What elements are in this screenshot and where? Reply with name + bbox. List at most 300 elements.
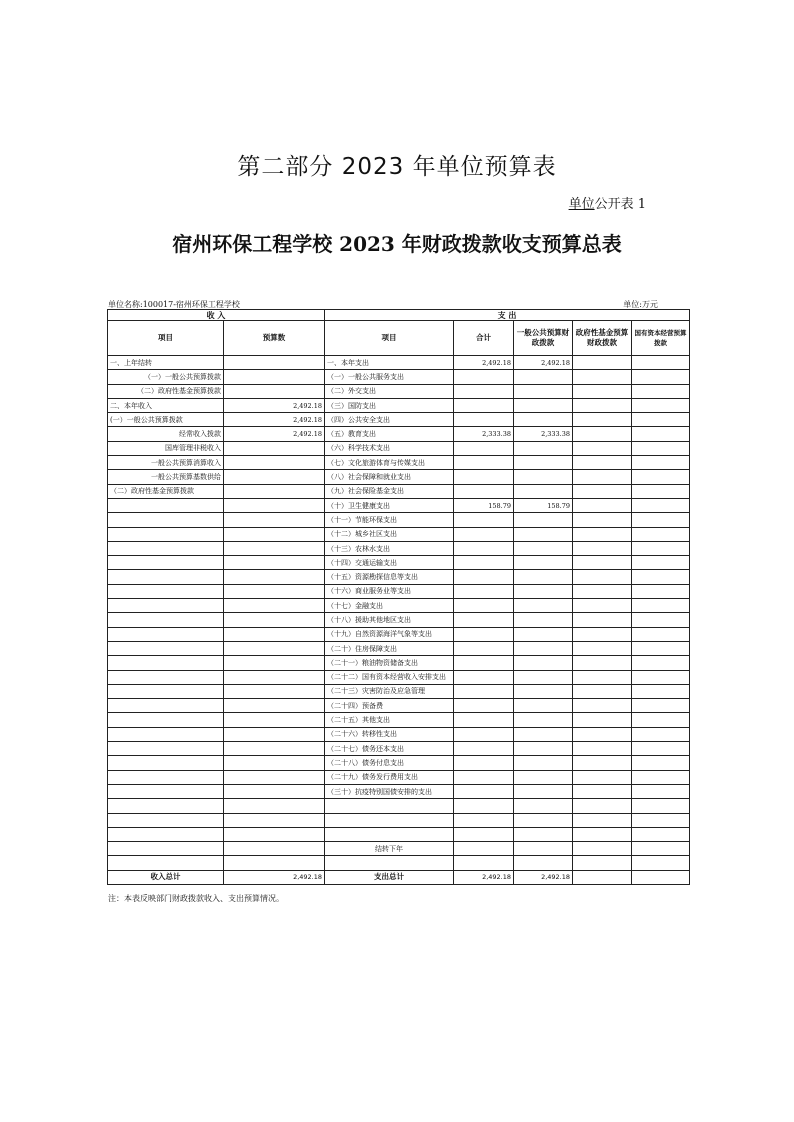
- expense-item: （二十八）债务付息支出: [325, 756, 454, 770]
- table-row: [108, 498, 690, 512]
- income-header: 收 入: [108, 310, 325, 321]
- expense-item: （二十）住房保障支出: [325, 641, 454, 655]
- expense-state-value: [632, 370, 690, 384]
- expense-general-value: [514, 370, 573, 384]
- table-row: [108, 856, 690, 870]
- income-item: [108, 670, 224, 684]
- income-budget-value: [224, 699, 325, 713]
- expense-state-value: [632, 470, 690, 484]
- income-budget-value: [224, 356, 325, 370]
- income-item: [108, 556, 224, 570]
- expense-item: （二十四）预备费: [325, 699, 454, 713]
- expense-fund-value: [573, 656, 632, 670]
- expense-state-value: [632, 670, 690, 684]
- expense-total-value: [454, 556, 514, 570]
- income-budget-value: [224, 727, 325, 741]
- header-row-columns: [108, 321, 690, 356]
- expense-state-value: [632, 427, 690, 441]
- col-item2-header: 项目: [325, 321, 454, 356]
- table-row: [108, 627, 690, 641]
- income-item: [108, 742, 224, 756]
- expense-fund-value: [573, 756, 632, 770]
- expense-total-value: [454, 756, 514, 770]
- expense-fund-value: [573, 813, 632, 827]
- expense-fund-value: [573, 441, 632, 455]
- expense-fund-value: [573, 827, 632, 841]
- expense-fund-value: [573, 427, 632, 441]
- expense-total-value: [454, 727, 514, 741]
- expense-item: （五）教育支出: [325, 427, 454, 441]
- expense-fund-value: [573, 799, 632, 813]
- expense-state-value: [632, 784, 690, 798]
- expense-state-value: [632, 384, 690, 398]
- expense-general-value: [514, 742, 573, 756]
- table-title: 宿州环保工程学校 2023 年财政拨款收支预算总表: [172, 232, 622, 256]
- expense-fund-value: [573, 456, 632, 470]
- expense-item: （二）外交支出: [325, 384, 454, 398]
- expense-item: 结转下年: [325, 842, 454, 856]
- income-item: (一）一般公共预算拨款: [108, 413, 224, 427]
- expense-total-value: [454, 370, 514, 384]
- expense-fund-value: [573, 784, 632, 798]
- table-row: [108, 641, 690, 655]
- income-budget-value: [224, 756, 325, 770]
- expense-general-value: [514, 770, 573, 784]
- income-budget-value: [224, 742, 325, 756]
- income-budget-value: [224, 584, 325, 598]
- income-budget-value: [224, 441, 325, 455]
- income-item: [108, 641, 224, 655]
- expense-state-value: [632, 656, 690, 670]
- income-budget-value: 2,492.18: [224, 413, 325, 427]
- expense-state-value: [632, 599, 690, 613]
- income-item: 一、上年结转: [108, 356, 224, 370]
- expense-item: （九）社会保险基金支出: [325, 484, 454, 498]
- expense-general-value: 158.79: [514, 498, 573, 512]
- form-number: [569, 193, 646, 212]
- expense-item: [325, 799, 454, 813]
- expense-state-value: [632, 398, 690, 412]
- expense-total-value: [454, 784, 514, 798]
- expense-total-value: [454, 470, 514, 484]
- expense-item: （二十五）其他支出: [325, 713, 454, 727]
- table-row: [108, 770, 690, 784]
- income-budget-value: [224, 470, 325, 484]
- expense-header: 支 出: [325, 310, 690, 321]
- expense-fund-value: [573, 513, 632, 527]
- table-row: [108, 599, 690, 613]
- expense-total-label: 支出总计: [325, 870, 454, 884]
- expense-fund-value: [573, 527, 632, 541]
- expense-fund-value: [573, 670, 632, 684]
- expense-total-value: [454, 484, 514, 498]
- table-row: [108, 541, 690, 555]
- expense-general-value: [514, 599, 573, 613]
- income-item: 二、本年收入: [108, 398, 224, 412]
- expense-general-value: [514, 384, 573, 398]
- expense-fund-value: [573, 484, 632, 498]
- income-item: 国库管理非税收入: [108, 441, 224, 455]
- income-item: [108, 498, 224, 512]
- expense-total-value: [454, 398, 514, 412]
- col-general-header: 一般公共预算财政拨款: [514, 321, 573, 356]
- expense-state-value: [632, 513, 690, 527]
- income-item: （二）政府性基金预算拨款: [108, 384, 224, 398]
- expense-state-value: [632, 827, 690, 841]
- expense-fund-value: [573, 470, 632, 484]
- expense-total-value: [454, 713, 514, 727]
- income-budget-value: [224, 856, 325, 870]
- col-item-header: 项目: [108, 321, 224, 356]
- income-item: [108, 599, 224, 613]
- expense-state-value: [632, 813, 690, 827]
- income-budget-value: [224, 842, 325, 856]
- expense-fund-value: [573, 356, 632, 370]
- expense-total-value: [454, 441, 514, 455]
- income-item: [108, 713, 224, 727]
- expense-state-value: [632, 556, 690, 570]
- expense-item: [325, 856, 454, 870]
- expense-general-value: [514, 556, 573, 570]
- table-row: [108, 827, 690, 841]
- expense-fund-value: [573, 384, 632, 398]
- expense-state-value: [632, 799, 690, 813]
- income-item: （一）一般公共预算拨款: [108, 370, 224, 384]
- income-budget-value: [224, 627, 325, 641]
- expense-fund-value: [573, 613, 632, 627]
- income-budget-value: [224, 770, 325, 784]
- expense-total-value: 158.79: [454, 498, 514, 512]
- expense-state-value: [632, 627, 690, 641]
- form-number-underlined: 单位: [568, 197, 595, 212]
- income-budget-value: [224, 556, 325, 570]
- expense-state-value: [632, 498, 690, 512]
- income-item: [108, 799, 224, 813]
- table-row: [108, 370, 690, 384]
- expense-item: （二十二）国有资本经营收入安排支出: [325, 670, 454, 684]
- expense-total-value: [454, 799, 514, 813]
- header-row-group: [108, 310, 690, 321]
- expense-state-value: [632, 413, 690, 427]
- expense-total-value: [454, 570, 514, 584]
- income-item: [108, 541, 224, 555]
- income-budget-value: [224, 570, 325, 584]
- expense-total-value: [454, 670, 514, 684]
- expense-item: （六）科学技术支出: [325, 441, 454, 455]
- expense-total-value: [454, 742, 514, 756]
- expense-item: （二十七）债务还本支出: [325, 742, 454, 756]
- expense-fund-value: [573, 641, 632, 655]
- expense-item: （十二）城乡社区支出: [325, 527, 454, 541]
- expense-general-value: [514, 413, 573, 427]
- expense-total-value: [454, 699, 514, 713]
- expense-general-value: 2,333.38: [514, 427, 573, 441]
- expense-general-value: [514, 670, 573, 684]
- income-budget-value: [224, 784, 325, 798]
- table-row: [108, 656, 690, 670]
- income-budget-value: [224, 799, 325, 813]
- table-row: [108, 684, 690, 698]
- expense-item: （二十九）债务发行费用支出: [325, 770, 454, 784]
- expense-total-value: [454, 842, 514, 856]
- expense-general-value: [514, 656, 573, 670]
- expense-state-value: [632, 756, 690, 770]
- income-item: [108, 570, 224, 584]
- table-row: [108, 799, 690, 813]
- expense-item: （七）文化旅游体育与传媒支出: [325, 456, 454, 470]
- expense-state-value: [632, 456, 690, 470]
- expense-general-value: [514, 799, 573, 813]
- expense-general-value: [514, 541, 573, 555]
- expense-general-value: [514, 398, 573, 412]
- expense-fund-value: [573, 599, 632, 613]
- income-total-value: 2,492.18: [224, 870, 325, 884]
- expense-total-value: [454, 584, 514, 598]
- income-item: [108, 699, 224, 713]
- expense-general-value: [514, 699, 573, 713]
- expense-fund-value: [573, 570, 632, 584]
- expense-total-value: [454, 541, 514, 555]
- expense-general-value: [514, 842, 573, 856]
- expense-item: （十四）交通运输支出: [325, 556, 454, 570]
- expense-total-value: [454, 813, 514, 827]
- table-row: [108, 742, 690, 756]
- table-row: [108, 713, 690, 727]
- table-row: [108, 699, 690, 713]
- income-item: [108, 842, 224, 856]
- expense-general-value: [514, 713, 573, 727]
- income-budget-value: [224, 599, 325, 613]
- expense-total-value: [454, 384, 514, 398]
- income-item: 经常收入拨款: [108, 427, 224, 441]
- expense-total-value: 2,492.18: [454, 356, 514, 370]
- table-row: [108, 756, 690, 770]
- table-row: [108, 398, 690, 412]
- income-budget-value: [224, 684, 325, 698]
- table-row: [108, 556, 690, 570]
- expense-item: （二十三）灾害防治及应急管理: [325, 684, 454, 698]
- expense-state-value: [632, 527, 690, 541]
- expense-total-value: [454, 641, 514, 655]
- table-row: [108, 613, 690, 627]
- expense-general-value: [514, 784, 573, 798]
- expense-total-value: [454, 613, 514, 627]
- expense-state-value: [632, 727, 690, 741]
- table-row: [108, 727, 690, 741]
- expense-item: [325, 827, 454, 841]
- expense-item: （十七）金融支出: [325, 599, 454, 613]
- footnote: 注：本表反映部门财政拨款收入、支出预算情况。: [108, 894, 284, 903]
- expense-general-value: [514, 441, 573, 455]
- income-item: [108, 856, 224, 870]
- expense-general-value: [514, 584, 573, 598]
- table-row: [108, 470, 690, 484]
- expense-total-value: [454, 627, 514, 641]
- expense-fund-value: [573, 727, 632, 741]
- expense-item: 一、本年支出: [325, 356, 454, 370]
- table-row: [108, 384, 690, 398]
- table-row: [108, 784, 690, 798]
- expense-fund-value: [573, 498, 632, 512]
- expense-general-value: [514, 827, 573, 841]
- table-row: [108, 456, 690, 470]
- expense-state-value: [632, 842, 690, 856]
- income-item: [108, 513, 224, 527]
- income-item: [108, 627, 224, 641]
- income-budget-value: [224, 370, 325, 384]
- expense-total-value: [454, 599, 514, 613]
- income-budget-value: 2,492.18: [224, 398, 325, 412]
- expense-fund-value: [573, 684, 632, 698]
- income-item: [108, 756, 224, 770]
- income-budget-value: [224, 613, 325, 627]
- expense-general-value: [514, 570, 573, 584]
- expense-item: （十三）农林水支出: [325, 541, 454, 555]
- expense-general-value: [514, 527, 573, 541]
- income-item: （二）政府性基金预算拨款: [108, 484, 224, 498]
- expense-total-value: 2,333.38: [454, 427, 514, 441]
- expense-general-value: [514, 456, 573, 470]
- expense-general-value: [514, 727, 573, 741]
- expense-item: （三）国防支出: [325, 398, 454, 412]
- income-budget-value: [224, 641, 325, 655]
- income-item: [108, 613, 224, 627]
- expense-state-value: [632, 584, 690, 598]
- expense-item: （十一）节能环保支出: [325, 513, 454, 527]
- table-row: [108, 413, 690, 427]
- table-row: [108, 584, 690, 598]
- expense-general-value: [514, 684, 573, 698]
- table-row: [108, 513, 690, 527]
- part-title: 第二部分 2023 年单位预算表: [237, 154, 557, 180]
- expense-state-value: [632, 541, 690, 555]
- expense-total-value: [454, 684, 514, 698]
- expense-item: （十八）援助其他地区支出: [325, 613, 454, 627]
- expense-general-value: [514, 484, 573, 498]
- expense-state-value: [632, 613, 690, 627]
- unit-label: 单位:万元: [623, 300, 658, 309]
- expense-state-value: [632, 570, 690, 584]
- expense-fund-value: [573, 584, 632, 598]
- expense-state-value: [632, 856, 690, 870]
- expense-general-value: [514, 813, 573, 827]
- budget-table: [107, 309, 690, 885]
- expense-fund-value: [573, 541, 632, 555]
- income-budget-value: [224, 456, 325, 470]
- unit-name: 单位名称:100017-宿州环保工程学校: [108, 300, 240, 309]
- expense-state-value: [632, 770, 690, 784]
- expense-total-value: [454, 827, 514, 841]
- expense-item: （八）社会保障和就业支出: [325, 470, 454, 484]
- income-budget-value: [224, 713, 325, 727]
- income-item: [108, 684, 224, 698]
- income-budget-value: [224, 827, 325, 841]
- expense-item: （十六）商业服务业等支出: [325, 584, 454, 598]
- table-row: [108, 813, 690, 827]
- expense-item: （二十一）粮油物资储备支出: [325, 656, 454, 670]
- table-row: [108, 570, 690, 584]
- expense-item: （十）卫生健康支出: [325, 498, 454, 512]
- table-row: [108, 484, 690, 498]
- income-item: [108, 727, 224, 741]
- expense-general-value: [514, 613, 573, 627]
- expense-fund-value: [573, 842, 632, 856]
- income-item: 一般公共预算消算收入: [108, 456, 224, 470]
- expense-general-value: [514, 756, 573, 770]
- expense-item: （二十六）转移性支出: [325, 727, 454, 741]
- expense-fund-value: [573, 398, 632, 412]
- table-row: [108, 356, 690, 370]
- income-budget-value: [224, 527, 325, 541]
- col-fund-header: 政府性基金预算财政拨款: [573, 321, 632, 356]
- table-row: [108, 441, 690, 455]
- expense-fund-value: [573, 713, 632, 727]
- expense-fund-value: [573, 370, 632, 384]
- table-row: [108, 427, 690, 441]
- expense-general-value: [514, 470, 573, 484]
- income-budget-value: [224, 541, 325, 555]
- expense-general-value: [514, 513, 573, 527]
- expense-fund-value: [573, 856, 632, 870]
- expense-total-value: [454, 413, 514, 427]
- expense-fund-value: [573, 627, 632, 641]
- expense-total-value: [454, 513, 514, 527]
- expense-total-value: [454, 527, 514, 541]
- income-item: [108, 770, 224, 784]
- income-budget-value: [224, 813, 325, 827]
- income-budget-value: [224, 670, 325, 684]
- income-budget-value: [224, 498, 325, 512]
- expense-general-sum: 2,492.18: [514, 870, 573, 884]
- income-item: [108, 527, 224, 541]
- expense-state-value: [632, 641, 690, 655]
- expense-item: （三十）抗疫特别国债安排的支出: [325, 784, 454, 798]
- income-budget-value: [224, 513, 325, 527]
- expense-total-sum: 2,492.18: [454, 870, 514, 884]
- expense-total-value: [454, 770, 514, 784]
- expense-fund-value: [573, 699, 632, 713]
- form-number-rest: 公开表 1: [594, 197, 646, 212]
- expense-general-value: [514, 856, 573, 870]
- expense-total-value: [454, 656, 514, 670]
- col-budget-header: 预算数: [224, 321, 325, 356]
- expense-state-value: [632, 742, 690, 756]
- expense-total-value: [454, 456, 514, 470]
- income-item: [108, 813, 224, 827]
- table-row: [108, 527, 690, 541]
- income-budget-value: 2,492.18: [224, 427, 325, 441]
- col-total-header: 合计: [454, 321, 514, 356]
- income-item: 一般公共预算基数供给: [108, 470, 224, 484]
- expense-state-sum: [632, 870, 690, 884]
- expense-fund-sum: [573, 870, 632, 884]
- expense-state-value: [632, 441, 690, 455]
- income-item: [108, 656, 224, 670]
- income-total-label: 收入总计: [108, 870, 224, 884]
- col-state-header: 国有资本经营预算拨款: [632, 321, 690, 356]
- table-row: [108, 670, 690, 684]
- income-item: [108, 784, 224, 798]
- expense-total-value: [454, 856, 514, 870]
- expense-fund-value: [573, 413, 632, 427]
- expense-item: [325, 813, 454, 827]
- table-row: [108, 842, 690, 856]
- income-budget-value: [224, 484, 325, 498]
- expense-item: （十五）资源勘探信息等支出: [325, 570, 454, 584]
- income-item: [108, 584, 224, 598]
- expense-state-value: [632, 699, 690, 713]
- totals-row: [108, 870, 690, 884]
